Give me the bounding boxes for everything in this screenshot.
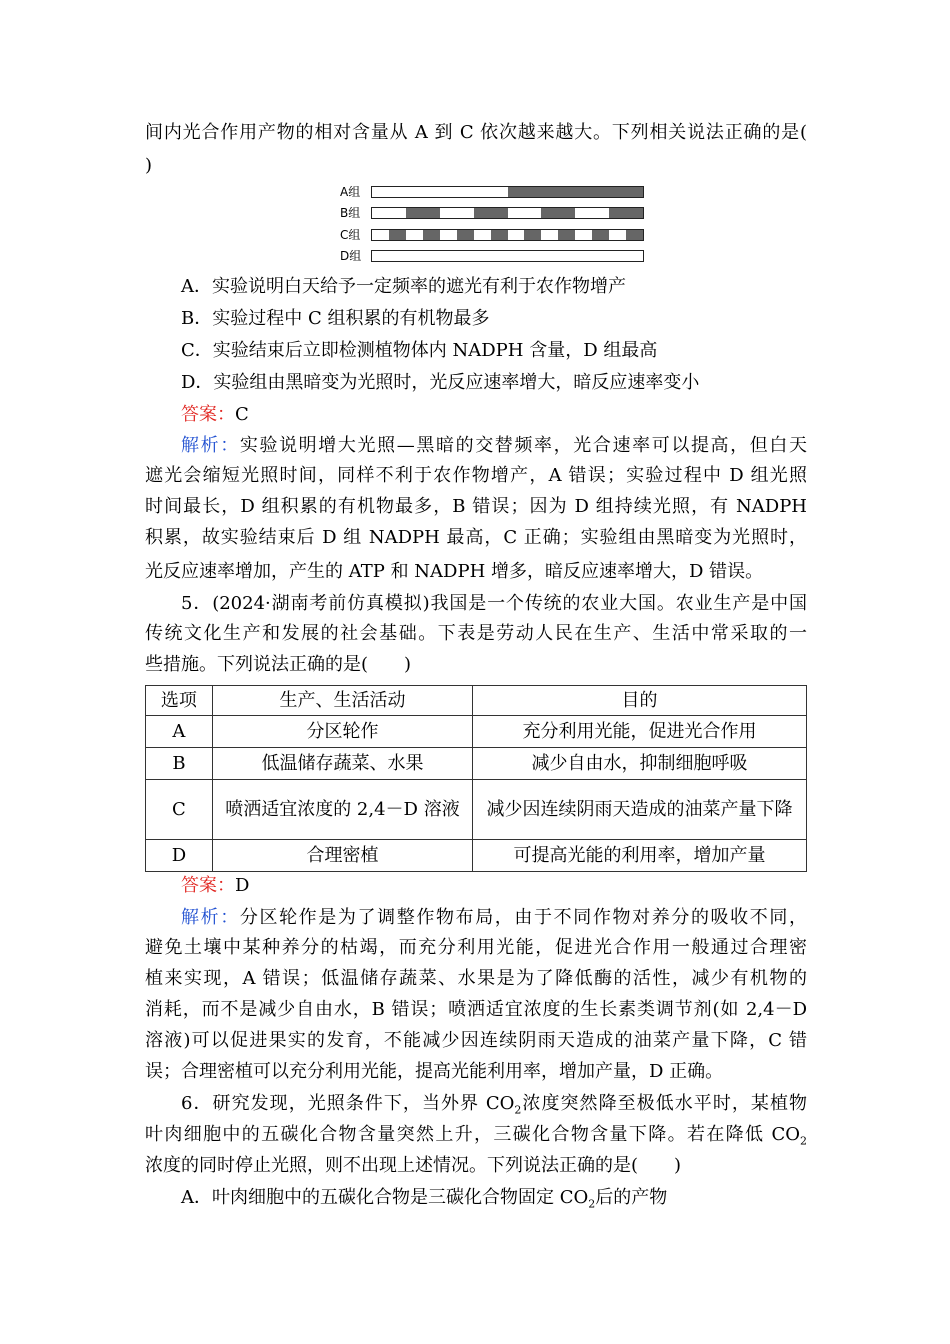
q4-analysis-line: 光反应速率增加，产生的 ATP 和 NADPH 增多，暗反应速率增大，D 错误。	[145, 561, 764, 582]
intro-line-2: )	[145, 155, 153, 176]
figure-bar-d	[371, 250, 644, 262]
q6-stem-line-1	[181, 1092, 807, 1116]
dark-segment	[508, 187, 644, 197]
q5-analysis-first	[181, 906, 807, 930]
figure-row-label: D组	[340, 249, 362, 263]
q6-text: 浓度突然降至极低水平时，某植物	[521, 1093, 807, 1114]
intro-line-1: 间内光合作用产物的相对含量从 A 到 C 依次越来越大。下列相关说法正确的是(	[145, 122, 807, 143]
analysis-text: 分区轮作是为了调整作物布局，由于不同作物对养分的吸收不同，	[239, 907, 808, 928]
answer-label: 答案：	[181, 404, 235, 425]
q5-table	[145, 685, 807, 872]
table-cell-option: D	[146, 840, 213, 872]
figure-bar-c	[371, 229, 644, 241]
table-row	[146, 840, 807, 872]
q4-option-c: C．实验结束后立即检测植物体内 NADPH 含量，D 组最高	[181, 340, 658, 361]
figure-bar-b	[371, 207, 644, 219]
figure-row-label: A组	[340, 185, 361, 199]
table-header: 选项	[146, 686, 213, 716]
q5-analysis-line: 植来实现，A 错误；低温储存蔬菜、水果是为了降低酶的活性，减少有机物的	[145, 968, 807, 989]
q4-analysis-first	[181, 434, 807, 458]
dark-segment	[474, 208, 508, 218]
q5-analysis-line: 消耗，而不是减少自由水，B 错误；喷洒适宜浓度的生长素类调节剂(如 2,4－D	[145, 999, 807, 1020]
table-cell-activity: 分区轮作	[212, 716, 472, 748]
table-row	[146, 748, 807, 780]
table-cell-option: A	[146, 716, 213, 748]
dark-segment	[406, 208, 440, 218]
light-dark-pattern-figure	[340, 184, 650, 266]
q4-analysis-line: 积累，故实验结束后 D 组 NADPH 最高，C 正确；实验组由黑暗变为光照时，	[145, 527, 807, 548]
figure-row-label: C组	[340, 228, 361, 242]
table-cell-purpose: 充分利用光能，促进光合作用	[473, 716, 807, 748]
q5-analysis-line: 避免土壤中某种养分的枯竭，而充分利用光能，促进光合作用一般通过合理密	[145, 937, 807, 958]
dark-segment	[541, 208, 575, 218]
q6-text: 6．研究发现，光照条件下，当外界 CO	[181, 1093, 515, 1114]
q4-option-b: B．实验过程中 C 组积累的有机物最多	[181, 308, 490, 329]
table-header-row	[146, 686, 807, 716]
table-cell-activity: 喷洒适宜浓度的 2,4－D 溶液	[212, 780, 472, 840]
dark-segment	[524, 230, 541, 240]
figure-bar-a	[371, 186, 644, 198]
dark-segment	[592, 230, 609, 240]
q6-subscript: 2	[800, 1134, 807, 1148]
figure-row-d	[340, 248, 650, 264]
q6-subscript: 2	[514, 1103, 522, 1117]
figure-row-a	[340, 184, 650, 200]
analysis-label: 解析：	[181, 907, 240, 928]
table-row	[146, 716, 807, 748]
dark-segment	[457, 230, 474, 240]
table-cell-purpose: 减少自由水，抑制细胞呼吸	[473, 748, 807, 780]
q6-stem-line-3: 浓度的同时停止光照，则不出现上述情况。下列说法正确的是( )	[145, 1155, 682, 1176]
q5-analysis-line: 溶液)可以促进果实的发育，不能减少因连续阴雨天造成的油菜产量下降，C 错	[145, 1030, 807, 1051]
answer-label: 答案：	[181, 875, 235, 896]
q4-option-d: D．实验组由黑暗变为光照时，光反应速率增大，暗反应速率变小	[181, 372, 700, 393]
table-cell-activity: 低温储存蔬菜、水果	[212, 748, 472, 780]
table-header: 生产、生活活动	[212, 686, 472, 716]
dark-segment	[558, 230, 575, 240]
analysis-text: 实验说明增大光照—黑暗的交替频率，光合速率可以提高，但白天	[239, 435, 808, 456]
q4-analysis-line: 时间最长，D 组积累的有机物最多，B 错误；因为 D 组持续光照，有 NADPH	[145, 496, 807, 517]
table-cell-activity: 合理密植	[212, 840, 472, 872]
dark-segment	[389, 230, 406, 240]
answer-value: C	[235, 404, 249, 425]
q6-stem-line-2	[145, 1123, 807, 1147]
q5-stem-line: 传统文化生产和发展的社会基础。下表是劳动人民在生产、生活中常采取的一	[145, 623, 807, 644]
q5-analysis-line: 误；合理密植可以充分利用光能，提高光能利用率，增加产量，D 正确。	[145, 1061, 724, 1082]
table-cell-purpose: 可提高光能的利用率，增加产量	[473, 840, 807, 872]
analysis-label: 解析：	[181, 435, 240, 456]
q6-option-a	[181, 1186, 807, 1210]
table-cell-option: B	[146, 748, 213, 780]
figure-row-c	[340, 227, 650, 243]
q4-option-a: A．实验说明白天给予一定频率的遮光有利于农作物增产	[181, 276, 626, 297]
q5-answer	[181, 874, 807, 898]
figure-row-label: B组	[340, 206, 361, 220]
dark-segment	[423, 230, 440, 240]
dark-segment	[491, 230, 508, 240]
answer-value: D	[235, 875, 250, 896]
dark-segment	[626, 230, 643, 240]
q6-text: 后的产物	[595, 1187, 668, 1208]
table-row	[146, 780, 807, 840]
q6-text: 叶肉细胞中的五碳化合物含量突然上升，三碳化合物含量下降。若在降低 CO	[145, 1124, 800, 1145]
q5-stem-line: 些措施。下列说法正确的是( )	[145, 654, 412, 675]
q6-subscript: 2	[588, 1197, 596, 1211]
q6-text: A．叶肉细胞中的五碳化合物是三碳化合物固定 CO	[181, 1187, 589, 1208]
table-cell-purpose: 减少因连续阴雨天造成的油菜产量下降	[473, 780, 807, 840]
q5-stem-line: 5．(2024·湖南考前仿真模拟)我国是一个传统的农业大国。农业生产是中国	[181, 593, 807, 614]
figure-row-b	[340, 205, 650, 221]
q4-answer	[181, 403, 807, 427]
dark-segment	[609, 208, 643, 218]
table-header: 目的	[473, 686, 807, 716]
table-cell-option: C	[146, 780, 213, 840]
q4-analysis-line: 遮光会缩短光照时间，同样不利于农作物增产，A 错误；实验过程中 D 组光照	[145, 465, 807, 486]
